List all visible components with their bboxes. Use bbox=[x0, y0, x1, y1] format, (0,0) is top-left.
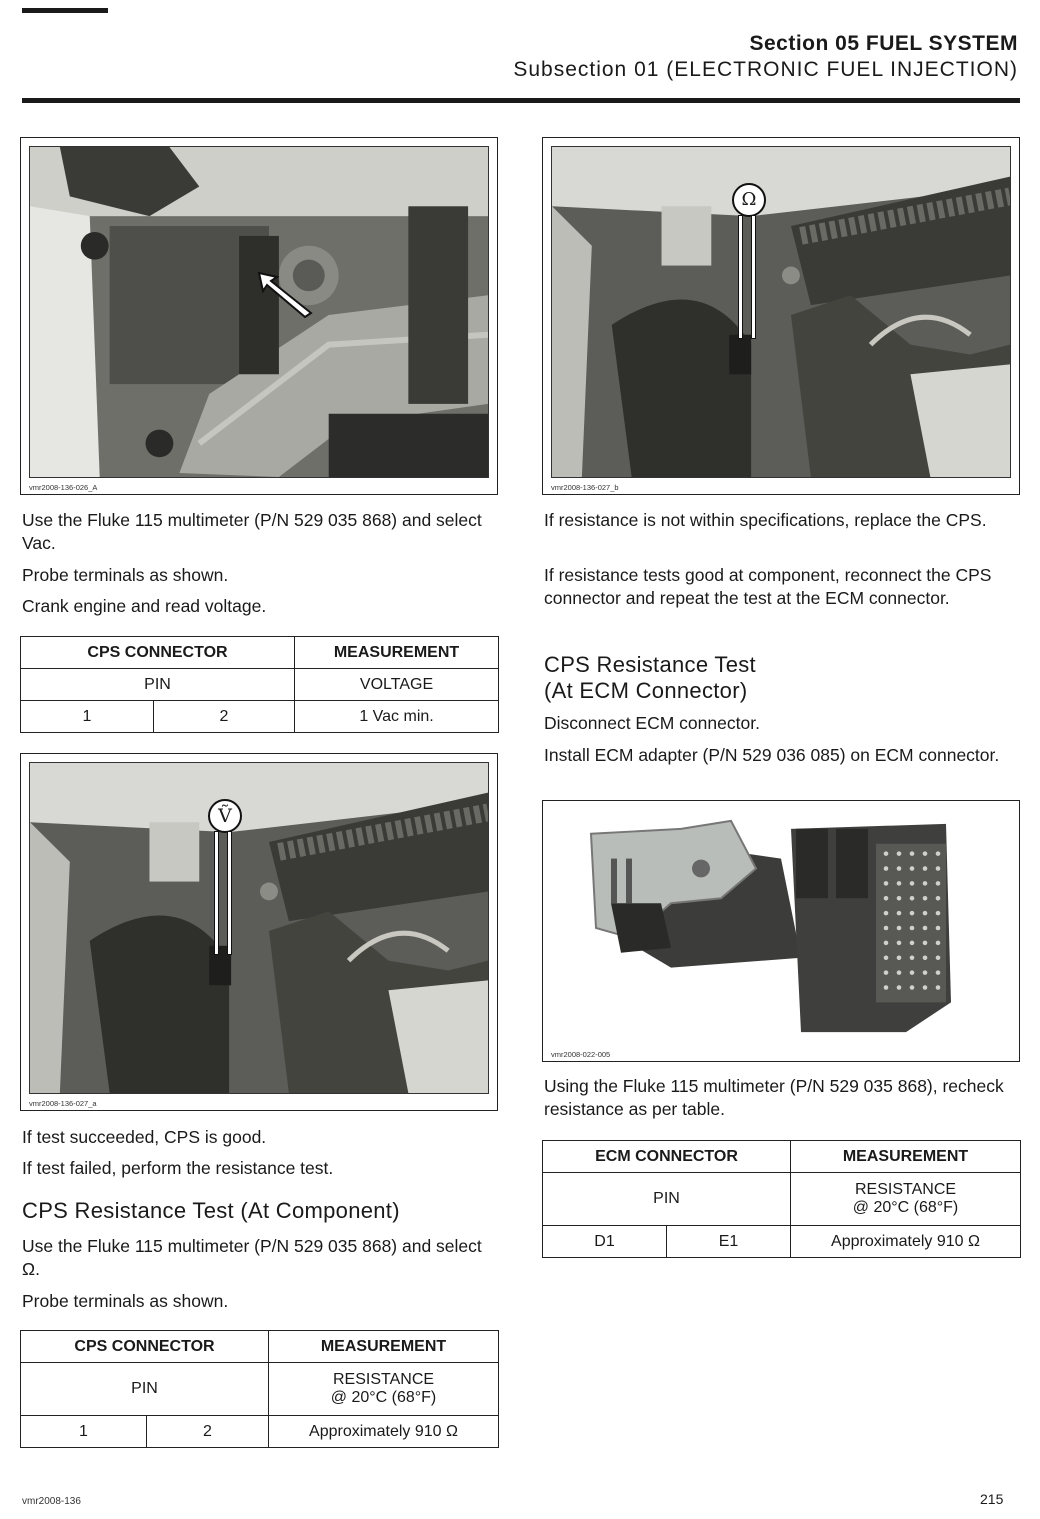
instruction-probe-2: Probe terminals as shown. bbox=[22, 1291, 229, 1311]
figure-ecm-adapter bbox=[542, 800, 1020, 1062]
table-header-measurement: MEASUREMENT bbox=[295, 637, 499, 669]
table-subheader-pin: PIN bbox=[21, 1363, 269, 1416]
figure-caption: vmr2008-136-026_A bbox=[29, 483, 98, 492]
instruction-multimeter-vac: Use the Fluke 115 multimeter (P/N 529 035 868) and select Vac. bbox=[22, 510, 482, 553]
cps-resistance-photo bbox=[551, 146, 1011, 478]
table-subheader-pin: PIN bbox=[543, 1173, 791, 1226]
table-cell-pin-b: E1 bbox=[667, 1226, 791, 1258]
resistance-label: RESISTANCE bbox=[332, 1371, 435, 1388]
header-rule bbox=[22, 98, 1020, 103]
instruction-disconnect-ecm: Disconnect ECM connector. bbox=[544, 713, 760, 733]
instruction-replace-cps: If resistance is not within specifications, replace the CPS. bbox=[544, 510, 987, 530]
cps-voltage-photo bbox=[29, 762, 489, 1094]
page-number: 215 bbox=[980, 1491, 1004, 1507]
figure-caption: vmr2008-136-027_a bbox=[29, 1099, 97, 1108]
table-cell-pin-b: 2 bbox=[154, 701, 295, 733]
table-header-connector: ECM CONNECTOR bbox=[543, 1141, 791, 1173]
temperature-label: @ 20°C (68°F) bbox=[330, 1389, 437, 1406]
arrow-icon bbox=[255, 269, 315, 319]
voltmeter-symbol: Ṽ bbox=[208, 799, 242, 833]
result-failed: If test failed, perform the resistance test. bbox=[22, 1158, 334, 1178]
heading-cps-resistance-ecm-line1: CPS Resistance Test bbox=[544, 652, 756, 677]
probe-lead-left bbox=[738, 215, 743, 339]
instruction-crank: Crank engine and read voltage. bbox=[22, 596, 267, 616]
subsection-title: Subsection 01 (ELECTRONIC FUEL INJECTION) bbox=[513, 58, 1018, 81]
figure-cps-resistance-probe bbox=[542, 137, 1020, 495]
table-header-connector: CPS CONNECTOR bbox=[21, 1331, 269, 1363]
cps-voltage-table bbox=[20, 636, 499, 733]
section-title: Section 05 FUEL SYSTEM bbox=[749, 32, 1018, 55]
figure-engine-cps-location bbox=[20, 137, 498, 495]
table-subheader-pin: PIN bbox=[21, 669, 295, 701]
instruction-probe: Probe terminals as shown. bbox=[22, 565, 229, 585]
cps-resistance-table bbox=[20, 1330, 499, 1448]
probe-lead-right bbox=[227, 831, 232, 955]
table-cell-pin-b: 2 bbox=[147, 1416, 269, 1448]
ohmmeter-symbol: Ω bbox=[732, 183, 766, 217]
figure-cps-voltage-probe bbox=[20, 753, 498, 1111]
heading-cps-resistance-ecm-line2: (At ECM Connector) bbox=[544, 678, 748, 703]
temperature-label: @ 20°C (68°F) bbox=[852, 1199, 959, 1216]
instruction-reconnect: If resistance tests good at component, reconnect the CPS connector and repeat the test at the ECM connector. bbox=[544, 565, 992, 608]
top-mark bbox=[22, 8, 108, 13]
table-subheader-resistance bbox=[791, 1173, 1021, 1226]
table-header-connector: CPS CONNECTOR bbox=[21, 637, 295, 669]
resistance-label: RESISTANCE bbox=[854, 1181, 957, 1198]
table-cell-pin-a: 1 bbox=[21, 701, 154, 733]
ecm-adapter-photo bbox=[551, 809, 1011, 1045]
ecm-resistance-table bbox=[542, 1140, 1021, 1258]
table-cell-pin-a: D1 bbox=[543, 1226, 667, 1258]
instruction-install-adapter: Install ECM adapter (P/N 529 036 085) on ECM connector. bbox=[544, 745, 1000, 765]
instruction-recheck: Using the Fluke 115 multimeter (P/N 529 035 868), recheck resistance as per table. bbox=[544, 1076, 1004, 1119]
table-header-measurement: MEASUREMENT bbox=[269, 1331, 499, 1363]
figure-caption: vmr2008-022-005 bbox=[551, 1050, 611, 1059]
probe-lead-left bbox=[214, 831, 219, 955]
footer-code: vmr2008-136 bbox=[22, 1496, 81, 1507]
probe-lead-right bbox=[751, 215, 756, 339]
table-cell-value: 1 Vac min. bbox=[295, 701, 499, 733]
result-good: If test succeeded, CPS is good. bbox=[22, 1127, 267, 1147]
table-header-measurement: MEASUREMENT bbox=[791, 1141, 1021, 1173]
engine-photo bbox=[29, 146, 489, 478]
instruction-multimeter-ohm: Use the Fluke 115 multimeter (P/N 529 035 868) and select Ω. bbox=[22, 1236, 482, 1279]
table-cell-value: Approximately 910 Ω bbox=[791, 1226, 1021, 1258]
heading-cps-resistance-component: CPS Resistance Test (At Component) bbox=[22, 1198, 400, 1223]
table-subheader-resistance bbox=[269, 1363, 499, 1416]
table-cell-pin-a: 1 bbox=[21, 1416, 147, 1448]
figure-caption: vmr2008-136-027_b bbox=[551, 483, 619, 492]
table-subheader-voltage: VOLTAGE bbox=[295, 669, 499, 701]
table-cell-value: Approximately 910 Ω bbox=[269, 1416, 499, 1448]
